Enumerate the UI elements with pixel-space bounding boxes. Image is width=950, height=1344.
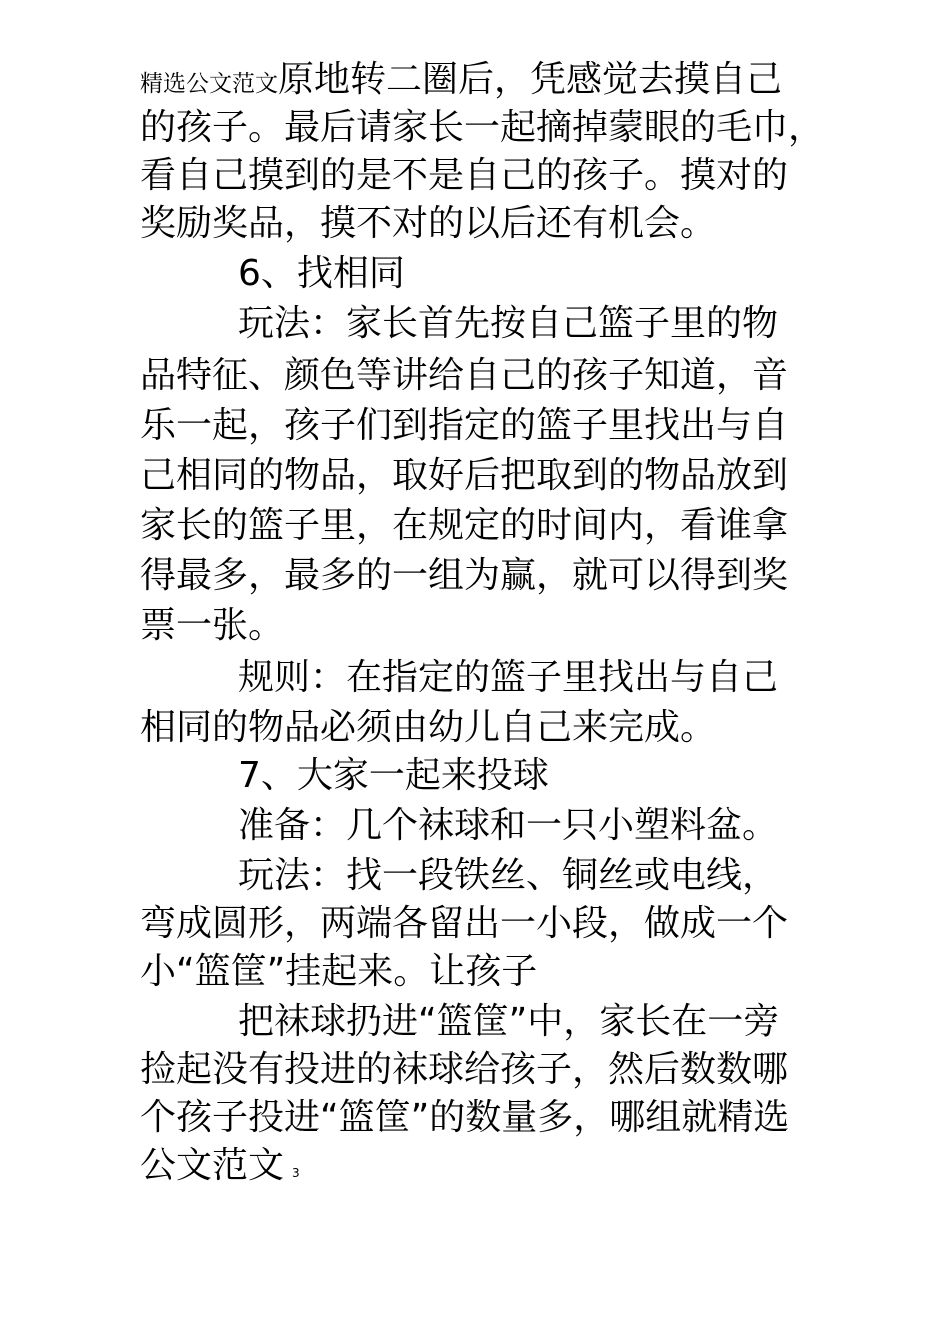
paragraph-text: 弯成圆形，两端各留出一小段，做成一个	[140, 903, 789, 944]
paragraph-text: 己相同的物品，取好后把取到的物品放到	[140, 455, 789, 496]
text-line-12	[140, 602, 284, 650]
page-number: 3	[292, 1166, 300, 1180]
paragraph-text: 乐一起，孩子们到指定的篮子里找出与自	[140, 405, 789, 446]
section-heading-text: 7、大家一起来投球	[238, 755, 549, 796]
text-line-10	[140, 502, 788, 550]
text-line-23	[140, 1142, 300, 1190]
paragraph-text: 得最多，最多的一组为赢，就可以得到奖	[140, 555, 789, 596]
paragraph-text: 个孩子投进“篮筐”的数量多，哪组就精选	[140, 1097, 790, 1138]
text-line-20	[238, 998, 779, 1046]
paragraph-text: 家长的篮子里，在规定的时间内，看谁拿	[140, 505, 789, 546]
paragraph-text: 玩法：找一段铁丝、铜丝或电线，	[238, 855, 779, 896]
paragraph-text: 看自己摸到的是不是自己的孩子。摸对的	[140, 155, 789, 196]
paragraph-text: 公文范文	[140, 1145, 285, 1186]
text-line-2	[140, 104, 824, 152]
paragraph-text: 规则：在指定的篮子里找出与自己	[238, 657, 779, 698]
text-line-17	[238, 852, 778, 900]
text-line-22	[140, 1094, 789, 1142]
text-line-7	[140, 352, 788, 400]
text-line-21	[140, 1046, 788, 1094]
paragraph-text: 准备：几个袜球和一只小塑料盆。	[238, 805, 779, 846]
paragraph-text: 原地转二圈后，凭感觉去摸自己	[278, 59, 783, 100]
paragraph-text: 玩法：家长首先按自己篮子里的物	[238, 303, 779, 344]
section-heading-7	[238, 752, 549, 800]
section-heading-6	[238, 250, 405, 298]
paragraph-text: 捡起没有投进的袜球给孩子，然后数数哪	[140, 1049, 789, 1090]
paragraph-text: 的孩子。最后请家长一起摘掉蒙眼的毛巾，	[140, 107, 825, 148]
text-line-14	[140, 704, 716, 752]
text-line-1	[140, 56, 782, 104]
text-line-4	[140, 200, 716, 248]
paragraph-text: 奖励奖品，摸不对的以后还有机会。	[140, 203, 717, 244]
header-label: 精选公文范文	[140, 71, 278, 97]
text-line-6	[238, 300, 778, 348]
text-line-19	[140, 948, 537, 996]
paragraph-text: 小“篮筐”挂起来。让孩子	[140, 951, 538, 992]
text-line-16	[238, 802, 778, 850]
section-heading-text: 6、找相同	[238, 253, 405, 294]
text-line-18	[140, 900, 788, 948]
text-line-8	[140, 402, 788, 450]
text-line-9	[140, 452, 788, 500]
text-line-3	[140, 152, 788, 200]
text-line-11	[140, 552, 788, 600]
text-line-13	[238, 654, 778, 702]
paragraph-text: 品特征、颜色等讲给自己的孩子知道，音	[140, 355, 789, 396]
paragraph-text: 相同的物品必须由幼儿自己来完成。	[140, 707, 717, 748]
paragraph-text: 把袜球扔进“篮筐”中，家长在一旁	[238, 1001, 780, 1042]
paragraph-text: 票一张。	[140, 605, 285, 646]
